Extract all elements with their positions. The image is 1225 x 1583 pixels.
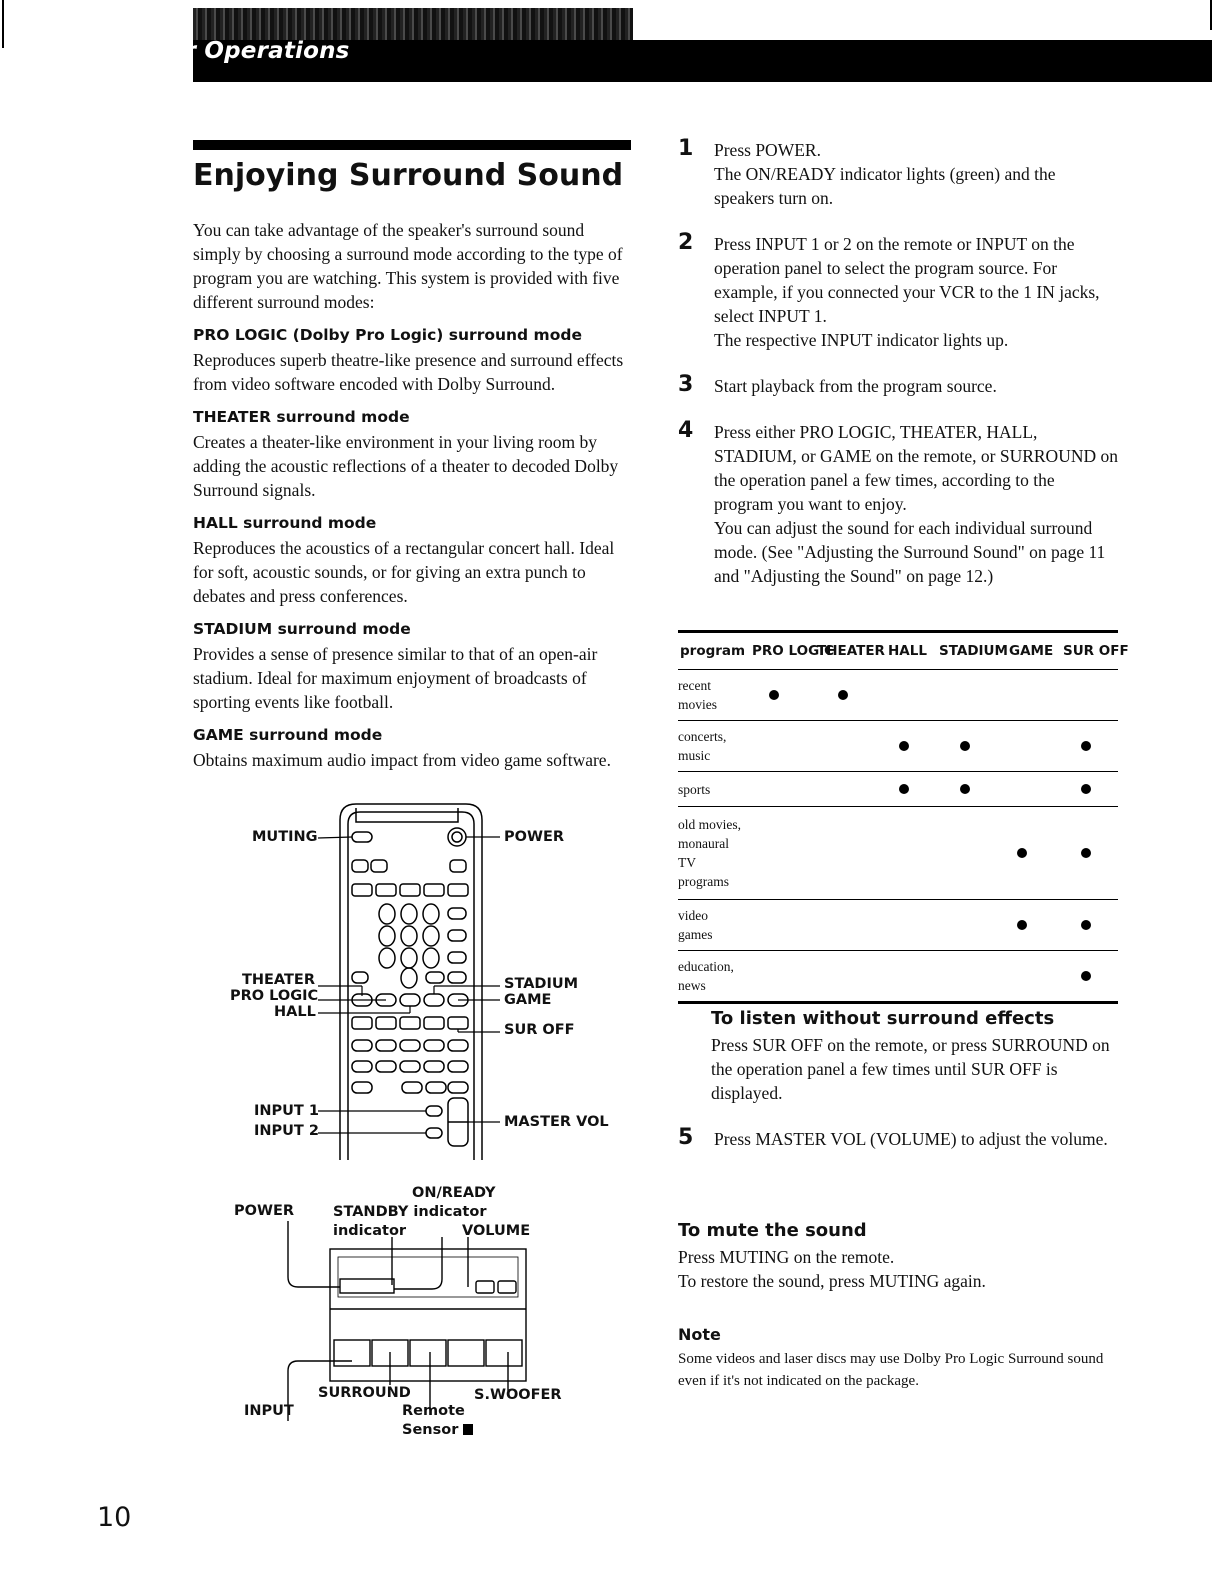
subsection-heading: To mute the sound bbox=[678, 1220, 867, 1241]
subsection-heading: To listen without surround effects bbox=[711, 1008, 1055, 1029]
label-s-woofer: S.WOOFER bbox=[474, 1387, 562, 1403]
step-5 bbox=[678, 1127, 1154, 1151]
step-note: The respective INPUT indicator lights up. bbox=[714, 330, 1009, 350]
column-header: THEATER bbox=[817, 643, 885, 659]
mode-game bbox=[193, 724, 633, 772]
step-4 bbox=[678, 420, 1118, 588]
left-column bbox=[193, 140, 633, 772]
mode-heading: HALL surround mode bbox=[193, 514, 377, 532]
column-header: STADIUM bbox=[939, 643, 1008, 659]
table-header-row bbox=[678, 633, 1129, 670]
program-mode-table bbox=[678, 630, 1129, 1004]
step-note: The ON/READY indicator lights (green) and the speakers turn on. bbox=[714, 164, 1056, 208]
mode-heading: GAME surround mode bbox=[193, 726, 383, 744]
mode-description: Obtains maximum audio impact from video game software. bbox=[193, 750, 611, 770]
section-rule bbox=[193, 140, 631, 150]
row-label-line: news bbox=[678, 978, 706, 993]
mode-mark-dot bbox=[899, 741, 909, 751]
label-input2: INPUT 2 bbox=[254, 1123, 319, 1139]
mode-mark-dot bbox=[1017, 848, 1027, 858]
mute-line-1: Press MUTING on the remote. bbox=[678, 1247, 895, 1267]
right-column bbox=[678, 138, 1118, 604]
row-label-line: sports bbox=[678, 781, 711, 797]
table-row bbox=[678, 670, 1118, 721]
label-power: POWER bbox=[504, 829, 565, 845]
label-pro-logic: PRO LOGIC bbox=[230, 988, 319, 1004]
mode-mark-dot bbox=[960, 741, 970, 751]
step-2 bbox=[678, 232, 1118, 352]
label-theater: THEATER bbox=[242, 972, 315, 988]
mode-mark-dot bbox=[769, 690, 779, 700]
table-row bbox=[678, 900, 1118, 951]
note-section bbox=[678, 1325, 1118, 1392]
mode-theater bbox=[193, 406, 633, 502]
mode-mark-dot bbox=[1081, 920, 1091, 930]
step-text: Press POWER. bbox=[714, 140, 821, 160]
row-label bbox=[678, 906, 713, 944]
row-label-line: TV bbox=[678, 855, 696, 870]
table-row bbox=[678, 772, 1118, 807]
listen-without-surround bbox=[711, 1008, 1111, 1105]
label-master-vol: MASTER VOL bbox=[504, 1114, 609, 1130]
column-header: program bbox=[680, 643, 746, 659]
label-stadium: STADIUM bbox=[504, 976, 579, 992]
section-title: Enjoying Surround Sound bbox=[193, 158, 624, 193]
label-muting: MUTING bbox=[252, 829, 318, 845]
column-header: PRO LOGIC bbox=[752, 643, 835, 659]
header-texture bbox=[193, 8, 633, 40]
step-note: You can adjust the sound for each individual surround mode. (See "Adjusting the Surround Sound" on page 11 and "Adjusting the Sound" on page 12.) bbox=[714, 518, 1106, 586]
remote-control-diagram bbox=[230, 800, 630, 1170]
row-label bbox=[678, 727, 726, 765]
mode-mark-dot bbox=[899, 784, 909, 794]
mode-heading: THEATER surround mode bbox=[193, 408, 410, 426]
mode-heading: PRO LOGIC (Dolby Pro Logic) surround mode bbox=[193, 326, 582, 344]
page-number: 10 bbox=[97, 1502, 132, 1533]
mute-section bbox=[678, 1220, 1118, 1293]
mute-line-2: To restore the sound, press MUTING again. bbox=[678, 1271, 986, 1291]
mode-description: Provides a sense of presence similar to that of an open-air stadium. Ideal for maximum enjoyment of broadcasts of sporting events like football. bbox=[193, 644, 598, 712]
subsection-text: Press SUR OFF on the remote, or press SURROUND on the operation panel a few times until SUR OFF is displayed. bbox=[711, 1035, 1110, 1103]
mode-description: Reproduces superb theatre-like presence and surround effects from video software encoded with Dolby Surround. bbox=[193, 350, 624, 394]
row-label-line: concerts, bbox=[678, 729, 727, 744]
step-number: 3 bbox=[678, 372, 694, 397]
mode-pro-logic bbox=[193, 324, 633, 396]
row-label-line: movies bbox=[678, 697, 717, 712]
note-heading: Note bbox=[678, 1325, 721, 1344]
step-1 bbox=[678, 138, 1118, 210]
mode-mark-dot bbox=[1017, 920, 1027, 930]
label-input1: INPUT 1 bbox=[254, 1103, 319, 1119]
label-hall: HALL bbox=[274, 1004, 316, 1020]
step-text: Press INPUT 1 or 2 on the remote or INPUT on the operation panel to select the program source. For example, if you connected your VCR to the 1 IN jacks, select INPUT 1. bbox=[714, 234, 1100, 326]
column-header: SUR OFF bbox=[1063, 643, 1129, 659]
mode-stadium bbox=[193, 618, 633, 714]
operation-panel-diagram bbox=[230, 1185, 590, 1455]
label-remote: Remote bbox=[402, 1403, 465, 1419]
table-row bbox=[678, 951, 1118, 1002]
mode-mark-dot bbox=[1081, 848, 1091, 858]
row-label-line: recent bbox=[678, 678, 711, 693]
label-input: INPUT bbox=[244, 1403, 294, 1419]
label-sur-off: SUR OFF bbox=[504, 1022, 575, 1038]
row-label-line: video bbox=[678, 908, 708, 923]
table-rule bbox=[678, 1002, 1118, 1004]
label-standby: STANDBY indicator bbox=[333, 1204, 487, 1220]
sensor-icon bbox=[463, 1424, 473, 1435]
mode-mark-dot bbox=[960, 784, 970, 794]
step-text: Start playback from the program source. bbox=[714, 376, 997, 396]
step-3 bbox=[678, 374, 1118, 398]
table-row bbox=[678, 721, 1118, 772]
label-sensor bbox=[402, 1422, 473, 1438]
row-label-line: monaural bbox=[678, 836, 729, 851]
label-on-ready: ON/READY bbox=[412, 1185, 496, 1201]
header-title: Home Theater Operations bbox=[10, 38, 350, 64]
row-label-line: education, bbox=[678, 959, 734, 974]
mode-mark-dot bbox=[838, 690, 848, 700]
step-number: 1 bbox=[678, 136, 694, 161]
row-label-line: old movies, bbox=[678, 817, 741, 832]
label-volume: VOLUME bbox=[462, 1223, 531, 1239]
table-row bbox=[678, 807, 1118, 900]
column-header: HALL bbox=[888, 643, 927, 659]
mode-heading: STADIUM surround mode bbox=[193, 620, 411, 638]
mode-mark-dot bbox=[1081, 971, 1091, 981]
row-label-line: programs bbox=[678, 874, 729, 889]
label-panel-power: POWER bbox=[234, 1203, 295, 1219]
row-label bbox=[678, 957, 734, 995]
step-text: Press either PRO LOGIC, THEATER, HALL, STADIUM, or GAME on the remote, or SURROUND on the operation panel a few times, according to the program you want to enjoy. bbox=[714, 422, 1118, 514]
row-label bbox=[678, 676, 717, 714]
mode-description: Creates a theater-like environment in your living room by adding the acoustic reflections of a theater to decoded Dolby Surround signals. bbox=[193, 432, 619, 500]
step-text: Press MASTER VOL (VOLUME) to adjust the volume. bbox=[714, 1129, 1108, 1149]
mode-description: Reproduces the acoustics of a rectangular concert hall. Ideal for soft, acoustic sounds, or for giving an extra punch to debates and press conferences. bbox=[193, 538, 615, 606]
mode-mark-dot bbox=[1081, 741, 1091, 751]
note-text: Some videos and laser discs may use Dolby Pro Logic Surround sound even if it's not indicated on the package. bbox=[678, 1351, 1104, 1389]
row-label bbox=[678, 815, 741, 891]
row-label bbox=[678, 780, 710, 799]
step-number: 5 bbox=[678, 1125, 694, 1150]
step-number: 2 bbox=[678, 230, 694, 255]
column-header: GAME bbox=[1009, 643, 1054, 659]
row-label-line: music bbox=[678, 748, 711, 763]
label-sensor-text: Sensor bbox=[402, 1422, 459, 1438]
step-number: 4 bbox=[678, 418, 694, 443]
label-indicator: indicator bbox=[333, 1223, 407, 1239]
label-surround: SURROUND bbox=[318, 1385, 411, 1401]
label-game: GAME bbox=[504, 992, 552, 1008]
mode-hall bbox=[193, 512, 633, 608]
row-label-line: games bbox=[678, 927, 713, 942]
mode-mark-dot bbox=[1081, 784, 1091, 794]
intro-paragraph: You can take advantage of the speaker's surround sound simply by choosing a surround mode according to the type of program you are watching. This system is provided with five different surround modes: bbox=[193, 220, 623, 312]
table-body bbox=[678, 670, 1118, 1002]
page-edge-mark bbox=[2, 0, 4, 48]
